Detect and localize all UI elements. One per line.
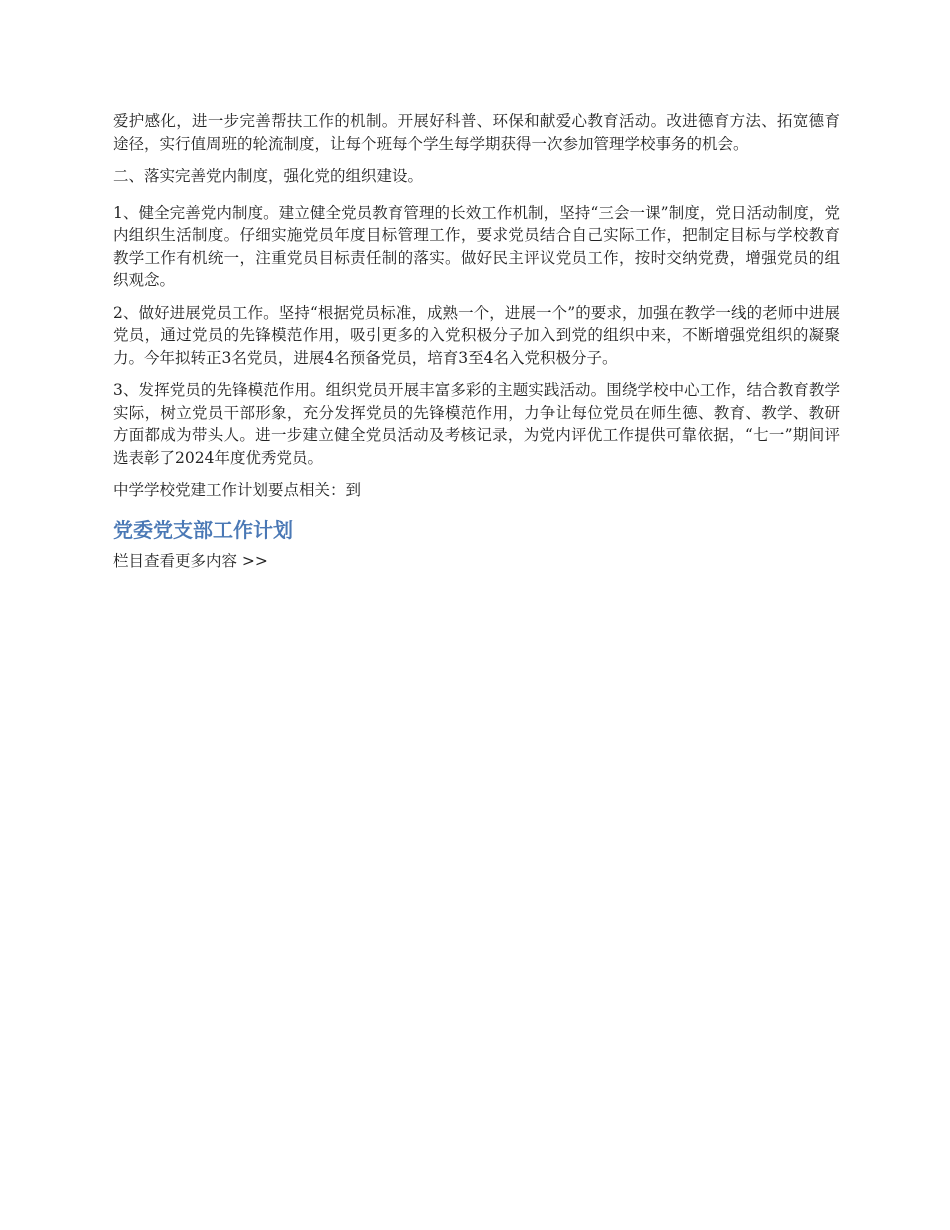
paragraph-moral-education: 爱护感化，进一步完善帮扶工作的机制。开展好科普、环保和献爱心教育活动。改进德育方法、拓宽德育途径，实行值周班的轮流制度，让每个班每个学生每学期获得一次参加管理学校事务的机会。 <box>113 112 840 153</box>
related-text: 中学学校党建工作计划要点相关：到 <box>113 481 362 499</box>
paragraph-party-system: 1、健全完善党内制度。建立健全党员教育管理的长效工作机制，坚持“三会一课”制度，党日活动制度，党内组织生活制度。仔细实施党员年度目标管理工作，要求党员结合自己实际工作，把制定目标与学校教育教学工作有机统一，注重党员目标责任制的落实。做好民主评议党员工作，按时交纳党费，增强党员的组织观念。 <box>113 203 840 289</box>
view-more-link[interactable]: 栏目查看更多内容 >> <box>113 551 268 570</box>
section-heading-party-system: 二、落实完善党内制度，强化党的组织建设。 <box>113 167 424 185</box>
paragraph-member-development: 2、做好进展党员工作。坚持“根据党员标准，成熟一个，进展一个”的要求，加强在教学一线的老师中进展党员，通过党员的先锋模范作用，吸引更多的入党积极分子加入到党的组织中来，不断增强党组织的凝聚力。今年拟转正3名党员，进展4名预备党员，培育3至4名入党积极分子。 <box>113 303 840 367</box>
paragraph-vanguard-role: 3、发挥党员的先锋模范作用。组织党员开展丰富多彩的主题实践活动。围绕学校中心工作，结合教育教学实际，树立党员干部形象，充分发挥党员的先锋模范作用，力争让每位党员在师生德、教育、教学、教研方面都成为带头人。进一步建立健全党员活动及考核记录，为党内评优工作提供可靠依据，“七一”期间评选表彰了2024年度优秀党员。 <box>113 381 840 467</box>
related-link-heading[interactable]: 党委党支部工作计划 <box>113 517 293 542</box>
document-body <box>113 110 840 572</box>
